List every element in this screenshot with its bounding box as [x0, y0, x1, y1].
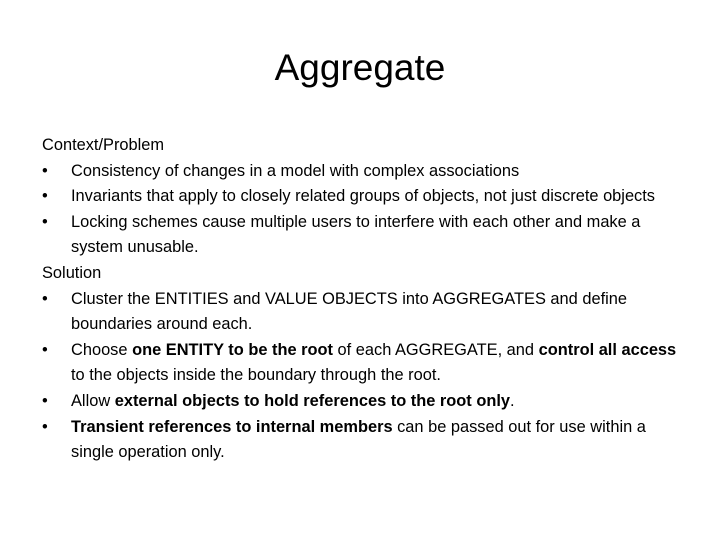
bullet-icon: •: [42, 212, 48, 231]
bullet-bold-text: one ENTITY to be the root: [132, 340, 333, 359]
bullet-bold-text: external objects to hold references to the root only: [114, 391, 511, 410]
bullet-icon: •: [42, 340, 48, 359]
bullet-text: Allow: [71, 391, 115, 410]
solution-bullet-item: [42, 389, 682, 415]
bullet-bold-text: Transient references to internal members: [71, 417, 393, 436]
bullet-text: Invariants that apply to closely related groups of objects, not just discrete objects: [71, 187, 656, 206]
bullet-text: Locking schemes cause multiple users to interfere with each other and make a system unusable.: [71, 212, 641, 257]
solution-bullet-list: [42, 287, 682, 466]
bullet-icon: •: [42, 417, 48, 436]
bullet-text: of each AGGREGATE, and: [333, 340, 539, 359]
solution-heading: Solution: [42, 263, 102, 282]
solution-bullet-item: [42, 415, 682, 466]
solution-bullet-item: [42, 287, 682, 338]
bullet-icon: •: [42, 187, 48, 206]
context-bullet-item: [42, 184, 682, 210]
context-bullet-list: [42, 159, 682, 261]
bullet-text: Choose: [71, 340, 133, 359]
slide-title: Aggregate: [274, 47, 446, 88]
context-bullet-item: [42, 210, 682, 261]
bullet-icon: •: [42, 391, 48, 410]
bullet-text: Consistency of changes in a model with complex associations: [71, 161, 520, 180]
bullet-text: to the objects inside the boundary through the root.: [71, 366, 441, 385]
context-heading: Context/Problem: [42, 136, 165, 154]
bullet-text: Cluster the ENTITIES and VALUE OBJECTS into AGGREGATES and define boundaries around each.: [71, 289, 627, 334]
bullet-icon: •: [42, 289, 48, 308]
bullet-bold-text: control all access: [538, 340, 677, 359]
solution-bullet-item: [42, 338, 682, 389]
bullet-text: can be passed out for use within a single operation only.: [71, 417, 646, 462]
bullet-text: .: [510, 391, 515, 410]
context-bullet-item: [42, 159, 682, 185]
slide-body: [42, 133, 682, 466]
bullet-icon: •: [42, 161, 48, 180]
